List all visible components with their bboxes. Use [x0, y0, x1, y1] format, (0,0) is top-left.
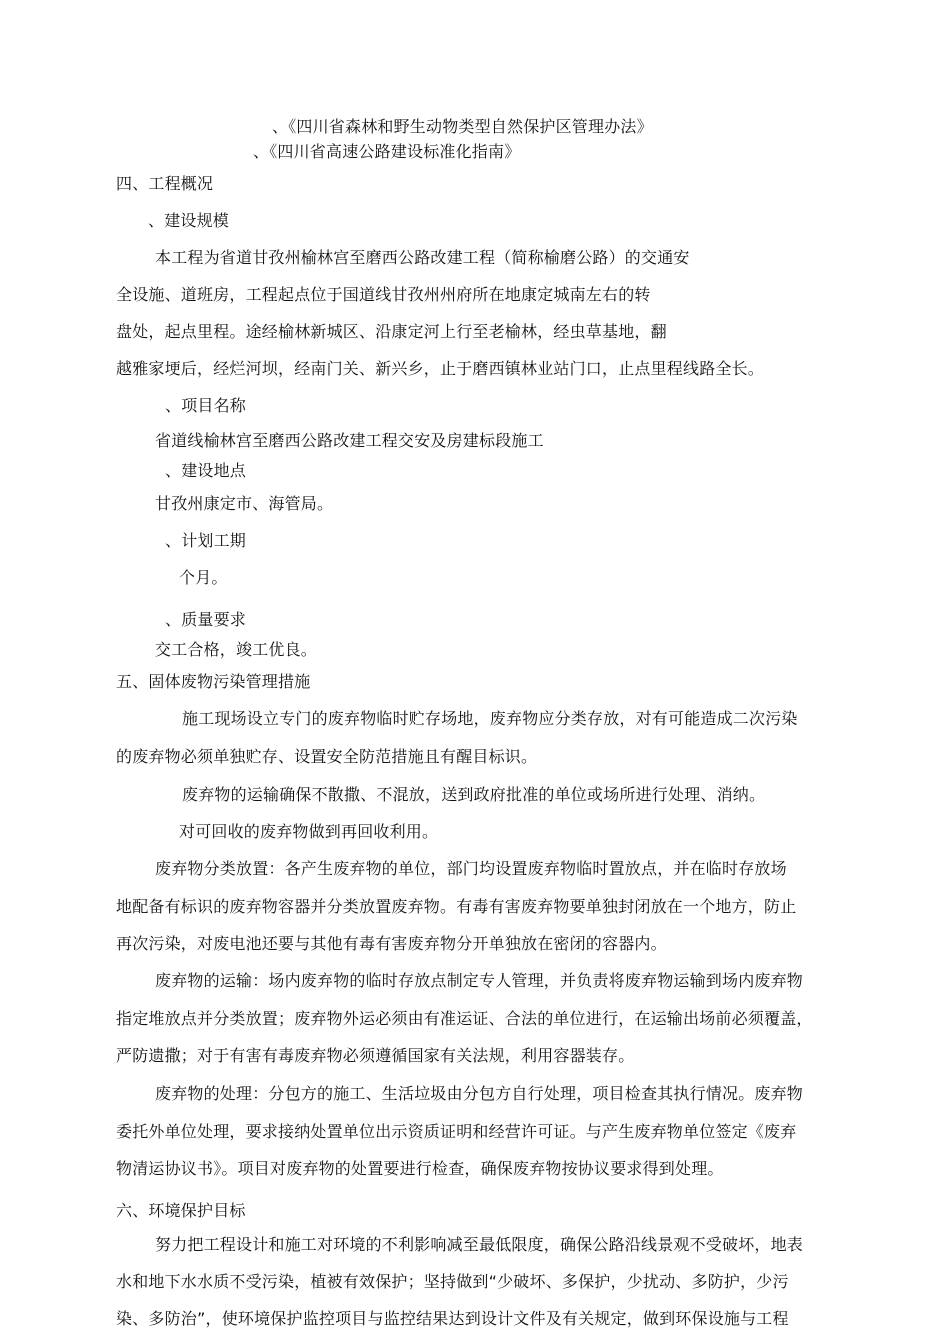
paragraph-line: 甘孜州康定市、海管局。: [155, 494, 334, 513]
section-heading: 四、工程概况: [116, 174, 214, 193]
paragraph-line: 废弃物的处理：分包方的施工、生活垃圾由分包方自行处理，项目检查其执行情况。废弃物: [155, 1084, 804, 1103]
paragraph-line: 水和地下水水质不受污染，植被有效保护；坚持做到“少破坏、多保护，少扰动、多防护，少污: [116, 1272, 789, 1291]
reference-item: 、《四川省森林和野生动物类型自然保护区管理办法》: [272, 117, 653, 136]
paragraph-line: 全设施、道班房，工程起点位于国道线甘孜州州府所在地康定城南左右的转: [116, 285, 651, 304]
paragraph-line: 废弃物的运输：场内废弃物的临时存放点制定专人管理，并负责将废弃物运输到场内废弃物: [155, 971, 804, 990]
paragraph-line: 指定堆放点并分类放置；废弃物外运必须由有准运证、合法的单位进行，在运输出场前必须覆盖，: [116, 1009, 813, 1028]
paragraph-line: 施工现场设立专门的废弃物临时贮存场地，废弃物应分类存放，对有可能造成二次污染: [182, 709, 798, 728]
reference-item: 、《四川省高速公路建设标准化指南》: [253, 142, 521, 161]
paragraph-line: 盘处，起点里程。途经榆林新城区、沿康定河上行至老榆林，经虫草基地，翻: [116, 322, 667, 341]
subsection-heading: 、计划工期: [165, 531, 247, 550]
paragraph-line: 个月。: [179, 568, 228, 587]
paragraph-line: 委托外单位处理，要求接纳处置单位出示资质证明和经营许可证。与产生废弃物单位签定《废弃: [116, 1122, 797, 1141]
paragraph-line: 物清运协议书》。项目对废弃物的处置要进行检查，确保废弃物按协议要求得到处理。: [116, 1159, 724, 1178]
subsection-heading: 、项目名称: [165, 396, 247, 415]
section-heading: 六、环境保护目标: [116, 1201, 246, 1220]
section-heading: 五、固体废物污染管理措施: [116, 672, 311, 691]
paragraph-line: 染、多防治”，使环境保护监控项目与监控结果达到设计文件及有关规定，做到环保设施与工程: [116, 1309, 789, 1328]
subsection-heading: 、建设地点: [165, 461, 247, 480]
paragraph-line: 省道线榆林宫至磨西公路改建工程交安及房建标段施工: [155, 431, 544, 450]
paragraph-line: 地配备有标识的废弃物容器并分类放置废弃物。有毒有害废弃物要单独封闭放在一个地方，防止: [116, 897, 797, 916]
paragraph-line: 再次污染，对废电池还要与其他有毒有害废弃物分开单独放在密闭的容器内。: [116, 934, 667, 953]
paragraph-line: 努力把工程设计和施工对环境的不利影响减至最低限度，确保公路沿线景观不受破坏，地表: [155, 1235, 804, 1254]
paragraph-line: 的废弃物必须单独贮存、设置安全防范措施且有醒目标识。: [116, 747, 538, 766]
paragraph-line: 对可回收的废弃物做到再回收利用。: [179, 822, 439, 841]
subsection-heading: 、质量要求: [165, 610, 247, 629]
subsection-heading: 、建设规模: [148, 211, 230, 230]
paragraph-line: 交工合格，竣工优良。: [155, 640, 318, 659]
paragraph-line: 越雅家埂后，经烂河坝，经南门关、新兴乡，止于磨西镇林业站门口，止点里程线路全长。: [116, 359, 765, 378]
paragraph-line: 本工程为省道甘孜州榆林宫至磨西公路改建工程（简称榆磨公路）的交通安: [155, 248, 690, 267]
paragraph-line: 严防遗撒；对于有害有毒废弃物必须遵循国家有关法规，利用容器装存。: [116, 1046, 635, 1065]
paragraph-line: 废弃物的运输确保不散撒、不混放，送到政府批准的单位或场所进行处理、消纳。: [182, 785, 766, 804]
paragraph-line: 废弃物分类放置：各产生废弃物的单位，部门均设置废弃物临时置放点，并在临时存放场: [155, 859, 787, 878]
